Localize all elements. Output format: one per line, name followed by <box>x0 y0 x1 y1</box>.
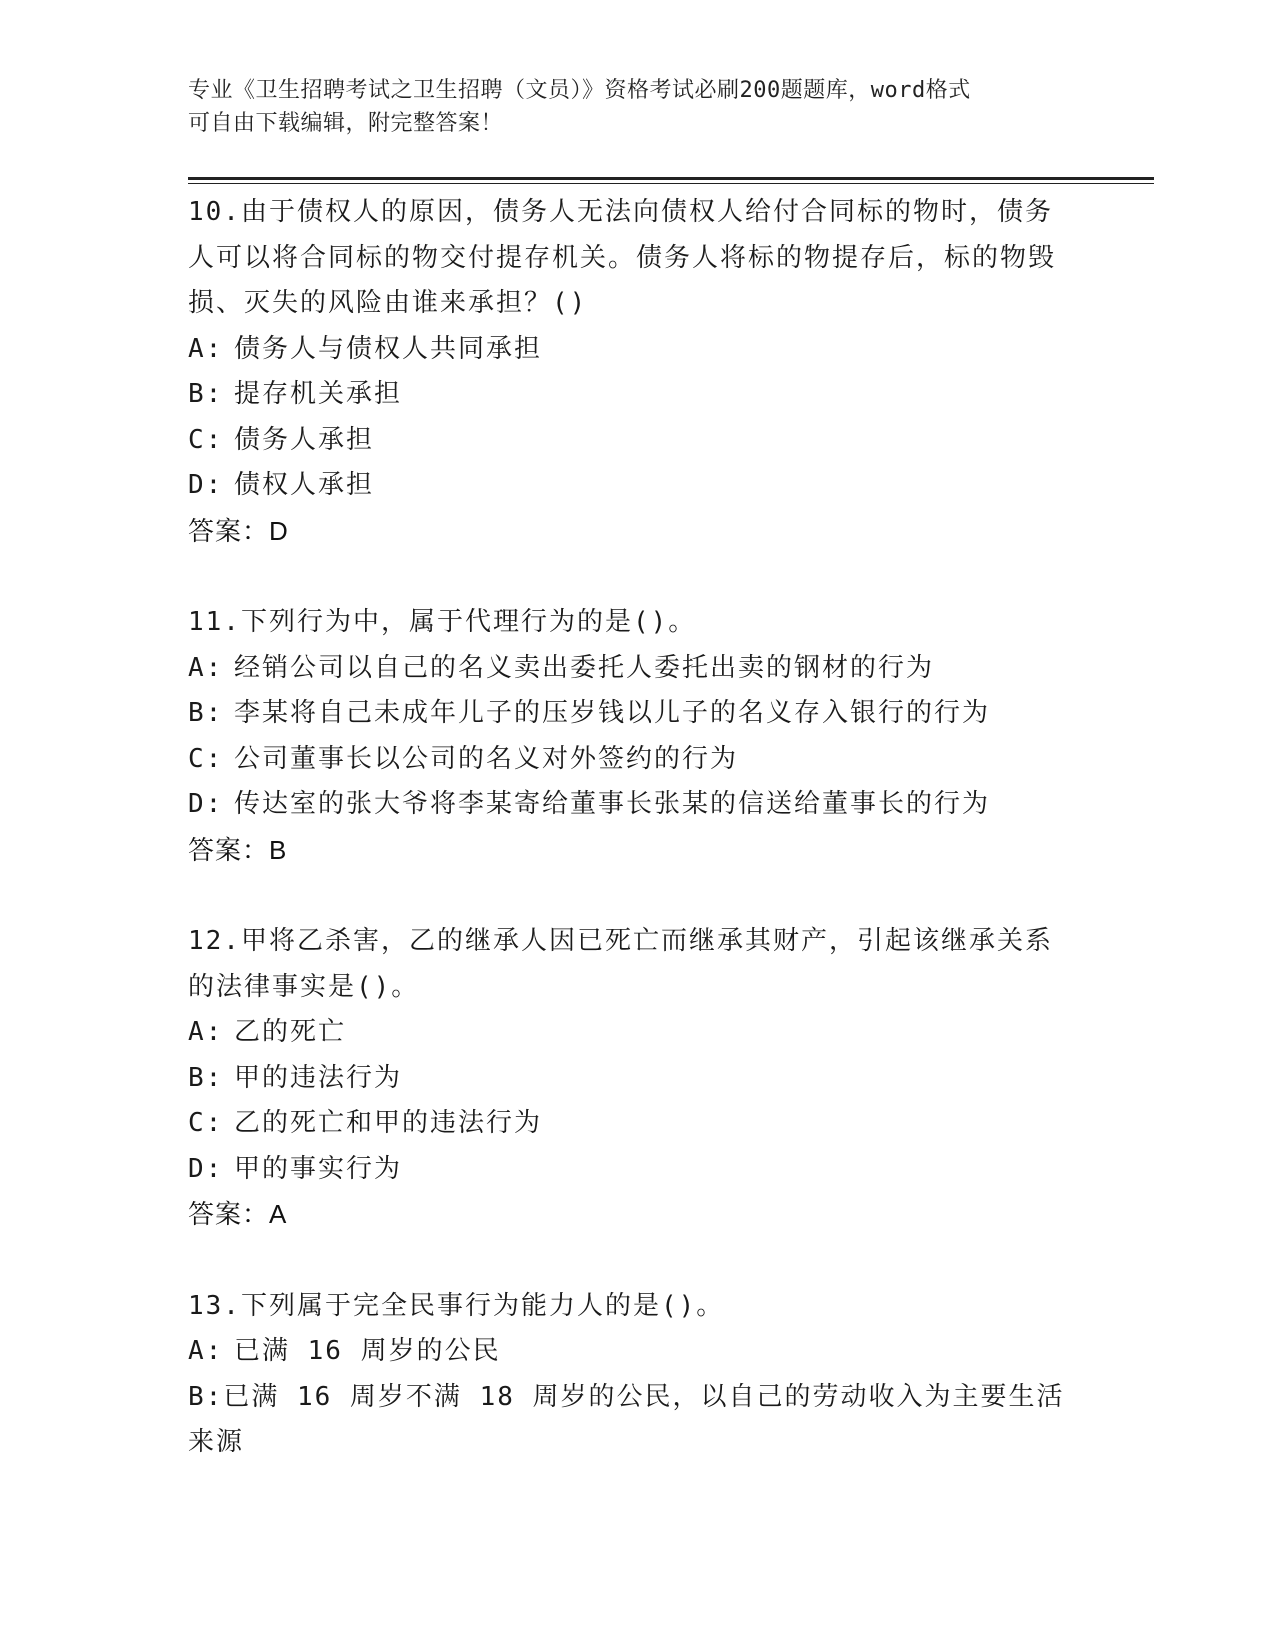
option-letter: D: <box>188 789 224 819</box>
question-stem: 10.由于债权人的原因，债务人无法向债权人给付合同标的物时，债务人可以将合同标的物交付提存机关。债务人将标的物提存后，标的物毁损、灭失的风险由谁来承担？() <box>188 197 1057 318</box>
option-letter: C: <box>188 1108 224 1138</box>
answer-line: 答案：A <box>188 1199 288 1229</box>
option-d <box>188 1147 1088 1193</box>
question-13 <box>188 1284 1088 1466</box>
option-text: 已满 16 周岁的公民 <box>234 1336 501 1366</box>
question-11 <box>188 600 1088 873</box>
option-letter: B: <box>188 1381 224 1412</box>
header-line-2: 可自由下载编辑，附完整答案！ <box>188 111 504 136</box>
option-text: 李某将自己未成年儿子的压岁钱以儿子的名义存入银行的行为 <box>234 698 991 728</box>
option-b <box>188 691 1088 737</box>
answer-line: 答案：B <box>188 834 288 865</box>
option-text: 债权人承担 <box>234 470 375 500</box>
option-c <box>188 737 1088 783</box>
option-b <box>188 372 1088 418</box>
option-text: 乙的死亡 <box>234 1017 347 1047</box>
question-stem: 11.下列行为中，属于代理行为的是()。 <box>188 607 697 637</box>
option-a <box>188 327 1088 373</box>
header-line-1: 专业《卫生招聘考试之卫生招聘（文员）》资格考试必刷200题题库，word格式 <box>188 78 971 103</box>
option-text: 甲的违法行为 <box>234 1062 403 1093</box>
option-letter: B: <box>188 1062 224 1093</box>
header-rule-thick <box>188 177 1154 180</box>
option-letter: B: <box>188 379 224 409</box>
option-letter: A: <box>188 1017 224 1047</box>
option-text: 经销公司以自己的名义卖出委托人委托出卖的钢材的行为 <box>234 652 935 683</box>
question-list <box>188 190 1088 1512</box>
question-stem: 12.甲将乙杀害，乙的继承人因已死亡而继承其财产，引起该继承关系的法律事实是()。 <box>188 926 1053 1002</box>
option-letter: D: <box>188 1153 224 1184</box>
question-stem: 13.下列属于完全民事行为能力人的是()。 <box>188 1290 725 1321</box>
document-header <box>188 74 1068 140</box>
option-c <box>188 418 1088 464</box>
option-letter: A: <box>188 333 224 364</box>
option-text: 提存机关承担 <box>234 379 403 409</box>
option-b <box>188 1375 1068 1466</box>
question-12 <box>188 919 1088 1238</box>
option-letter: D: <box>188 470 224 500</box>
option-a <box>188 646 1088 692</box>
option-text: 债务人承担 <box>234 424 375 455</box>
answer-line: 答案：D <box>188 515 289 546</box>
option-text: 公司董事长以公司的名义对外签约的行为 <box>234 743 739 774</box>
option-text: 债务人与债权人共同承担 <box>234 333 543 364</box>
question-10 <box>188 190 1088 554</box>
option-text: 已满 16 周岁不满 18 周岁的公民，以自己的劳动收入为主要生活来源 <box>188 1381 1065 1457</box>
option-d <box>188 463 1088 509</box>
option-letter: C: <box>188 743 224 774</box>
option-d <box>188 782 1088 828</box>
option-a <box>188 1329 1088 1375</box>
option-text: 乙的死亡和甲的违法行为 <box>234 1108 543 1138</box>
option-text: 传达室的张大爷将李某寄给董事长张某的信送给董事长的行为 <box>234 789 991 819</box>
option-c <box>188 1101 1088 1147</box>
option-letter: A: <box>188 1336 224 1366</box>
header-rule-thin <box>188 183 1154 184</box>
option-a <box>188 1010 1088 1056</box>
option-letter: A: <box>188 652 224 683</box>
option-text: 甲的事实行为 <box>234 1153 403 1184</box>
option-b <box>188 1056 1088 1102</box>
option-letter: B: <box>188 698 224 728</box>
option-letter: C: <box>188 424 224 455</box>
